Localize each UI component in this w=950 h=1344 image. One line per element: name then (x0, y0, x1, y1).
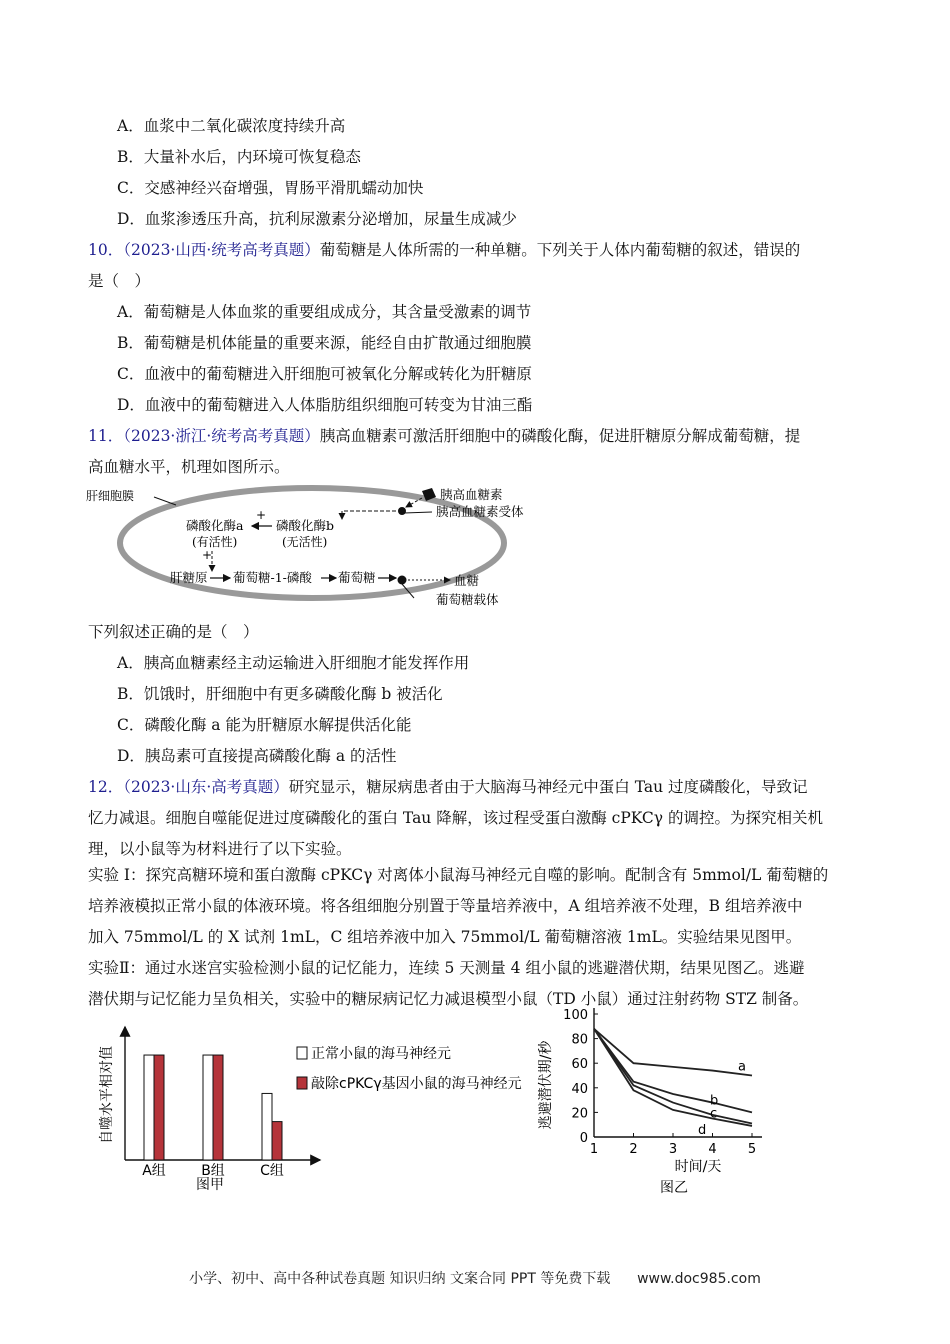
fig-yi-series-line-d (594, 1029, 752, 1126)
enzyme-a-state: (有活性) (192, 535, 238, 549)
bar-A组-normal (144, 1055, 154, 1160)
q9-option-c: C．交感神经兴奋增强，胃肠平滑肌蠕动加快 (117, 179, 424, 197)
fig-yi-series-label-a: a (738, 1059, 746, 1075)
q12-line2: 忆力减退。细胞自噬能促进过度磷酸化的蛋白 Tau 降解，该过程受蛋白激酶 cPKCγ 的调控。为探究相关机 (88, 809, 823, 827)
q10-stem-line1 (88, 240, 800, 260)
bar-A组-knockout (154, 1055, 164, 1160)
q12-stem: 研究显示，糖尿病患者由于大脑海马神经元中蛋白 Tau 过度磷酸化，导致记 (288, 778, 808, 796)
carrier-label: 葡萄糖载体 (436, 592, 499, 607)
enzyme-a-label: 磷酸化酶a (186, 518, 244, 533)
q11-prompt: 下列叙述正确的是（ ） (88, 623, 259, 641)
q10-number: 10． (88, 241, 124, 259)
g1p-label: 葡萄糖-1-磷酸 (233, 570, 312, 585)
plus-sign-1: + (256, 508, 267, 522)
q11-stem-line1 (88, 426, 800, 446)
q12-number: 12． (88, 778, 124, 796)
q9-option-b: B．大量补水后，内环境可恢复稳态 (117, 148, 361, 166)
q12-line1 (88, 777, 808, 797)
footer-text: 小学、初中、高中各种试卷真题 知识归纳 文案合同 PPT 等免费下载 (189, 1271, 611, 1287)
figure-yi-line-chart (530, 1000, 790, 1200)
fig-yi-ytick-label: 20 (571, 1106, 588, 1122)
q11-stem-line2: 高血糖水平，机理如图所示。 (88, 458, 290, 476)
q12-line7: 实验Ⅱ：通过水迷宫实验检测小鼠的记忆能力，连续 5 天测量 4 组小鼠的逃避潜伏期，结果见图乙。逃避 (88, 959, 805, 977)
cell-membrane-label: 肝细胞膜 (86, 489, 135, 503)
q10-stem-line2: 是（ ） (88, 272, 151, 290)
fig-yi-ytick-label: 100 (563, 1008, 588, 1023)
page-footer (0, 1268, 950, 1288)
q12-line4: 实验 I：探究高糖环境和蛋白激酶 cPKCγ 对离体小鼠海马神经元自噬的影响。配制含有 5mmol/L 葡萄糖的 (88, 866, 829, 884)
fig-yi-title: 图乙 (660, 1180, 688, 1196)
q12-line3: 理，以小鼠等为材料进行了以下实验。 (88, 840, 352, 858)
q11-stem: 胰高血糖素可激活肝细胞中的磷酸化酶，促进肝糖原分解成葡萄糖，提 (319, 427, 801, 445)
bar-C组-normal (262, 1093, 272, 1160)
fig-jia-category-label: A组 (142, 1163, 166, 1179)
receptor-icon (398, 507, 406, 515)
fig-yi-series-line-a (594, 1029, 752, 1076)
figure-jia-bar-chart (95, 1015, 545, 1200)
glucose-label: 葡萄糖 (338, 570, 376, 585)
bar-B组-normal (203, 1055, 213, 1160)
fig-yi-ylabel: 逃避潜伏期/秒 (538, 1040, 554, 1130)
bar-B组-knockout (213, 1055, 223, 1160)
fig-jia-title: 图甲 (196, 1177, 224, 1193)
q11-option-a: A．胰高血糖素经主动运输进入肝细胞才能发挥作用 (117, 654, 470, 672)
q11-option-b: B．饥饿时，肝细胞中有更多磷酸化酶 b 被活化 (117, 685, 443, 703)
bar-C组-knockout (272, 1122, 282, 1160)
legend-swatch (297, 1047, 307, 1059)
q10-option-d: D．血液中的葡萄糖进入人体脂肪组织细胞可转变为甘油三酯 (117, 396, 533, 414)
fig-yi-xlabel: 时间/天 (674, 1159, 722, 1175)
q9-option-a: A．血浆中二氧化碳浓度持续升高 (117, 117, 346, 135)
q11-source: （2023·浙江·统考高考真题） (123, 427, 320, 445)
legend-swatch (297, 1077, 307, 1089)
q12-line6: 加入 75mmol/L 的 X 试剂 1mL，C 组培养液中加入 75mmol/L 葡萄糖溶液 1mL。实验结果见图甲。 (88, 928, 802, 946)
q10-option-a: A．葡萄糖是人体血浆的重要组成成分，其含量受激素的调节 (117, 303, 532, 321)
fig-yi-xtick-label: 1 (589, 1142, 599, 1157)
q11-number: 11． (88, 427, 124, 445)
q12-source: （2023·山东·高考真题） (123, 778, 289, 796)
q10-option-c: C．血液中的葡萄糖进入肝细胞可被氧化分解或转化为肝糖原 (117, 365, 532, 383)
glucose-carrier-icon (398, 576, 407, 585)
fig-yi-series-label-c: c (710, 1106, 718, 1122)
q9-option-d: D．血浆渗透压升高，抗利尿激素分泌增加，尿量生成减少 (117, 210, 517, 228)
liver-cell-diagram (84, 483, 544, 613)
legend-label: 敲除cPKCγ基因小鼠的海马神经元 (311, 1076, 522, 1092)
plus-sign-2: + (202, 548, 213, 562)
fig-yi-ytick-label: 40 (571, 1081, 588, 1097)
fig-yi-series-label-d: d (698, 1122, 707, 1138)
glycogen-label: 肝糖原 (170, 570, 208, 585)
fig-yi-ytick-label: 60 (571, 1057, 588, 1073)
q10-source: （2023·山西·统考高考真题） (123, 241, 320, 259)
enzyme-b-label: 磷酸化酶b (276, 518, 335, 533)
legend-label: 正常小鼠的海马神经元 (311, 1046, 451, 1062)
glucagon-label: 胰高血糖素 (440, 487, 503, 502)
fig-jia-category-label: C组 (260, 1163, 284, 1179)
enzyme-b-state: (无活性) (282, 535, 328, 549)
fig-jia-ylabel: 自噬水平相对值 (99, 1046, 115, 1144)
fig-yi-series-label-b: b (710, 1093, 719, 1109)
receptor-label: 胰高血糖素受体 (436, 504, 524, 519)
fig-yi-ytick-label: 0 (579, 1131, 588, 1146)
fig-yi-ytick-label: 80 (571, 1032, 588, 1048)
q12-line5: 培养液模拟正常小鼠的体液环境。将各组细胞分别置于等量培养液中，A 组培养液不处理，B 组培养液中 (88, 897, 803, 915)
blood-glucose-label: 血糖 (454, 573, 480, 588)
fig-yi-xtick-label: 4 (708, 1142, 717, 1157)
fig-yi-xtick-label: 2 (629, 1142, 638, 1157)
fig-yi-series-line-b (594, 1029, 752, 1113)
q11-option-c: C．磷酸化酶 a 能为肝糖原水解提供活化能 (117, 716, 412, 734)
fig-jia-category-label: B组 (201, 1163, 225, 1179)
q10-stem: 葡萄糖是人体所需的一种单糖。下列关于人体内葡萄糖的叙述，错误的 (319, 241, 801, 259)
fig-yi-xtick-label: 5 (747, 1142, 757, 1157)
q12-line8: 潜伏期与记忆能力呈负相关，实验中的糖尿病记忆力减退模型小鼠（TD 小鼠）通过注射药物 STZ 制备。 (88, 990, 809, 1008)
footer-url[interactable]: www.doc985.com (637, 1271, 761, 1287)
q10-option-b: B．葡萄糖是机体能量的重要来源，能经自由扩散通过细胞膜 (117, 334, 532, 352)
fig-yi-xtick-label: 3 (668, 1142, 678, 1157)
q11-option-d: D．胰岛素可直接提高磷酸化酶 a 的活性 (117, 747, 397, 765)
